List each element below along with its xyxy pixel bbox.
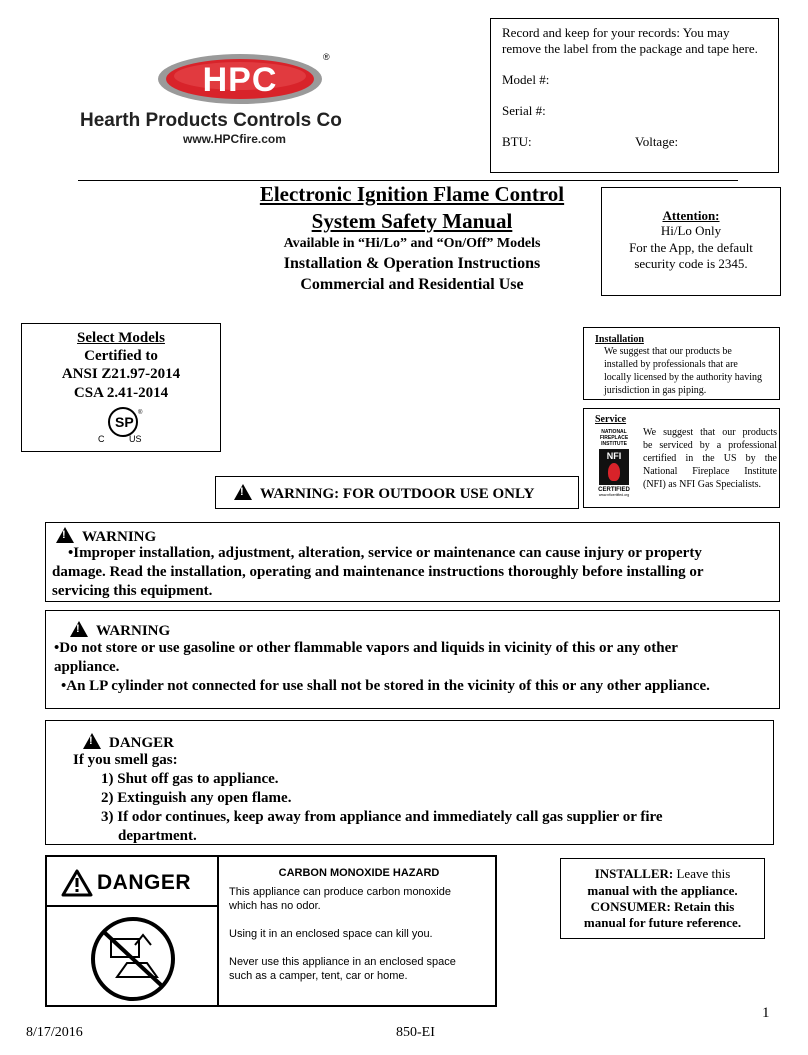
title-line3: Available in “Hi/Lo” and “On/Off” Models — [283, 236, 541, 251]
registered-mark: ® — [323, 52, 330, 62]
select-models-line2: ANSI Z21.97-2014 — [61, 366, 181, 382]
nfi-badge-text: NFI — [606, 451, 622, 461]
co-title: CARBON MONOXIDE HAZARD — [278, 867, 440, 879]
hpc-logo-text: HPC — [202, 61, 278, 99]
record-line1: Record and keep for your records: You may — [502, 25, 730, 40]
svg-text:SP: SP — [115, 414, 134, 430]
co-p1a: This appliance can produce carbon monoxide — [229, 886, 451, 898]
installer-label: INSTALLER: — [594, 866, 674, 881]
footer-date: 8/17/2016 — [26, 1025, 83, 1040]
installation-line2: installed by professionals that are — [604, 359, 738, 370]
model-field: Model #: — [502, 72, 550, 87]
danger-step3a: 3) If odor continues, keep away from appliance and immediately call gas supplier or fire — [101, 809, 663, 825]
danger-heading-row — [83, 733, 174, 752]
installation-line4: jurisdiction in gas piping. — [604, 385, 707, 396]
warning-triangle-icon — [83, 733, 101, 749]
nfi-url: www.nficertified.org — [598, 493, 630, 497]
warning1-heading-row — [56, 527, 156, 546]
warning2-line2: appliance. — [54, 659, 120, 675]
btu-field: BTU: — [502, 134, 532, 149]
record-line2: remove the label from the package and tape here. — [502, 41, 758, 56]
installation-box — [583, 327, 780, 400]
title-line4: Installation & Operation Instructions — [283, 255, 541, 272]
attention-line2: For the App, the default — [629, 240, 753, 255]
installation-heading: Installation — [595, 334, 644, 345]
page-number: 1 — [762, 1005, 770, 1021]
title-line1: Electronic Ignition Flame Control — [259, 182, 565, 206]
danger-step1: 1) Shut off gas to appliance. — [101, 771, 279, 787]
installer-text: Leave this — [673, 866, 731, 881]
service-line2: be serviced by a professional — [643, 440, 777, 451]
hpc-logo — [155, 52, 330, 108]
csa-c-label: C — [98, 434, 105, 444]
warning1-line1: •Improper installation, adjustment, alteration, service or maintenance can cause injury or property — [68, 545, 702, 561]
co-label-left-panel — [47, 857, 219, 1005]
company-url: www.HPCfire.com — [183, 132, 286, 146]
co-p3a: Never use this appliance in an enclosed space — [229, 956, 456, 968]
co-danger-banner — [47, 857, 217, 907]
service-box — [583, 408, 780, 508]
installer-box — [560, 858, 765, 939]
header-rule — [78, 180, 738, 181]
outdoor-warning-text: WARNING: FOR OUTDOOR USE ONLY — [260, 486, 535, 502]
service-line1: We suggest that our products — [643, 427, 777, 438]
warning-triangle-icon — [70, 621, 88, 637]
outdoor-warning-box — [215, 476, 579, 509]
select-models-line3: CSA 2.41-2014 — [73, 385, 169, 401]
warning-triangle-icon — [234, 484, 252, 500]
installer-line2: manual with the appliance. — [587, 883, 738, 898]
nfi-certified: CERTIFIED — [598, 487, 630, 493]
no-camper-icon — [87, 915, 179, 1003]
co-p2: Using it in an enclosed space can kill you. — [229, 928, 433, 940]
csa-us-label: US — [129, 434, 142, 444]
consumer-line — [561, 899, 764, 915]
danger-step3b: department. — [118, 828, 197, 844]
danger-triangle-icon — [61, 869, 93, 897]
warning2-line3: •An LP cylinder not connected for use shall not be stored in the vicinity of this or any other appliance. — [61, 678, 710, 694]
company-name: Hearth Products Controls Co — [80, 110, 342, 131]
service-line5: (NFI) as NFI Gas Specialists. — [643, 479, 762, 490]
installation-line1: We suggest that our products be — [604, 346, 732, 357]
nfi-line1: NATIONAL — [601, 429, 627, 435]
csa-mark-icon — [98, 406, 148, 444]
danger-step2: 2) Extinguish any open flame. — [101, 790, 292, 806]
service-line3: certified in the US by the — [643, 453, 777, 464]
title-line5: Commercial and Residential Use — [300, 276, 524, 293]
warning-triangle-icon — [56, 527, 74, 543]
co-p1b: which has no odor. — [229, 900, 321, 912]
warning1-box — [45, 522, 780, 602]
title-line2: System Safety Manual — [311, 209, 513, 233]
voltage-field: Voltage: — [635, 134, 679, 149]
nfi-badge-icon — [599, 449, 629, 485]
footer-code: 850-EI — [396, 1025, 435, 1040]
nfi-line2: FIREPLACE — [599, 435, 629, 441]
nfi-line3: INSTITUTE — [601, 441, 627, 447]
nfi-logo — [592, 429, 636, 503]
co-danger-text: DANGER — [97, 871, 192, 894]
service-line4: National Fireplace Institute — [643, 466, 777, 477]
serial-field: Serial #: — [502, 103, 546, 118]
warning2-box — [45, 610, 780, 709]
warning2-line1: •Do not store or use gasoline or other flammable vapors and liquids in vicinity of this or any other — [54, 640, 678, 656]
danger-box — [45, 720, 774, 845]
warning2-heading: WARNING — [96, 623, 171, 639]
nfi-flame-icon — [608, 463, 620, 481]
attention-box — [601, 187, 781, 296]
installer-line1 — [561, 866, 764, 882]
co-p3b: such as a camper, tent, car or home. — [229, 970, 408, 982]
warning1-heading: WARNING — [82, 529, 157, 545]
consumer-line2: manual for future reference. — [583, 915, 742, 930]
warning1-line3: servicing this equipment. — [52, 583, 213, 599]
service-heading: Service — [595, 414, 627, 425]
danger-heading: DANGER — [109, 735, 175, 751]
svg-text:®: ® — [138, 410, 143, 416]
consumer-text: Retain this — [670, 899, 735, 914]
attention-line1: Hi/Lo Only — [660, 223, 722, 238]
installation-line3: locally licensed by the authority having — [604, 372, 763, 383]
select-models-line1: Certified to — [84, 348, 158, 364]
attention-heading: Attention: — [662, 208, 720, 223]
attention-line3: security code is 2345. — [634, 256, 748, 271]
warning2-heading-row — [70, 621, 170, 640]
consumer-label: CONSUMER: — [590, 899, 671, 914]
co-hazard-label — [45, 855, 497, 1007]
outdoor-warning — [234, 484, 534, 503]
warning1-line2: damage. Read the installation, operating and maintenance instructions thoroughly before installing or — [52, 564, 704, 580]
record-box — [490, 18, 779, 173]
select-models-heading: Select Models — [77, 330, 165, 346]
danger-intro: If you smell gas: — [73, 752, 178, 768]
select-models-box — [21, 323, 221, 452]
